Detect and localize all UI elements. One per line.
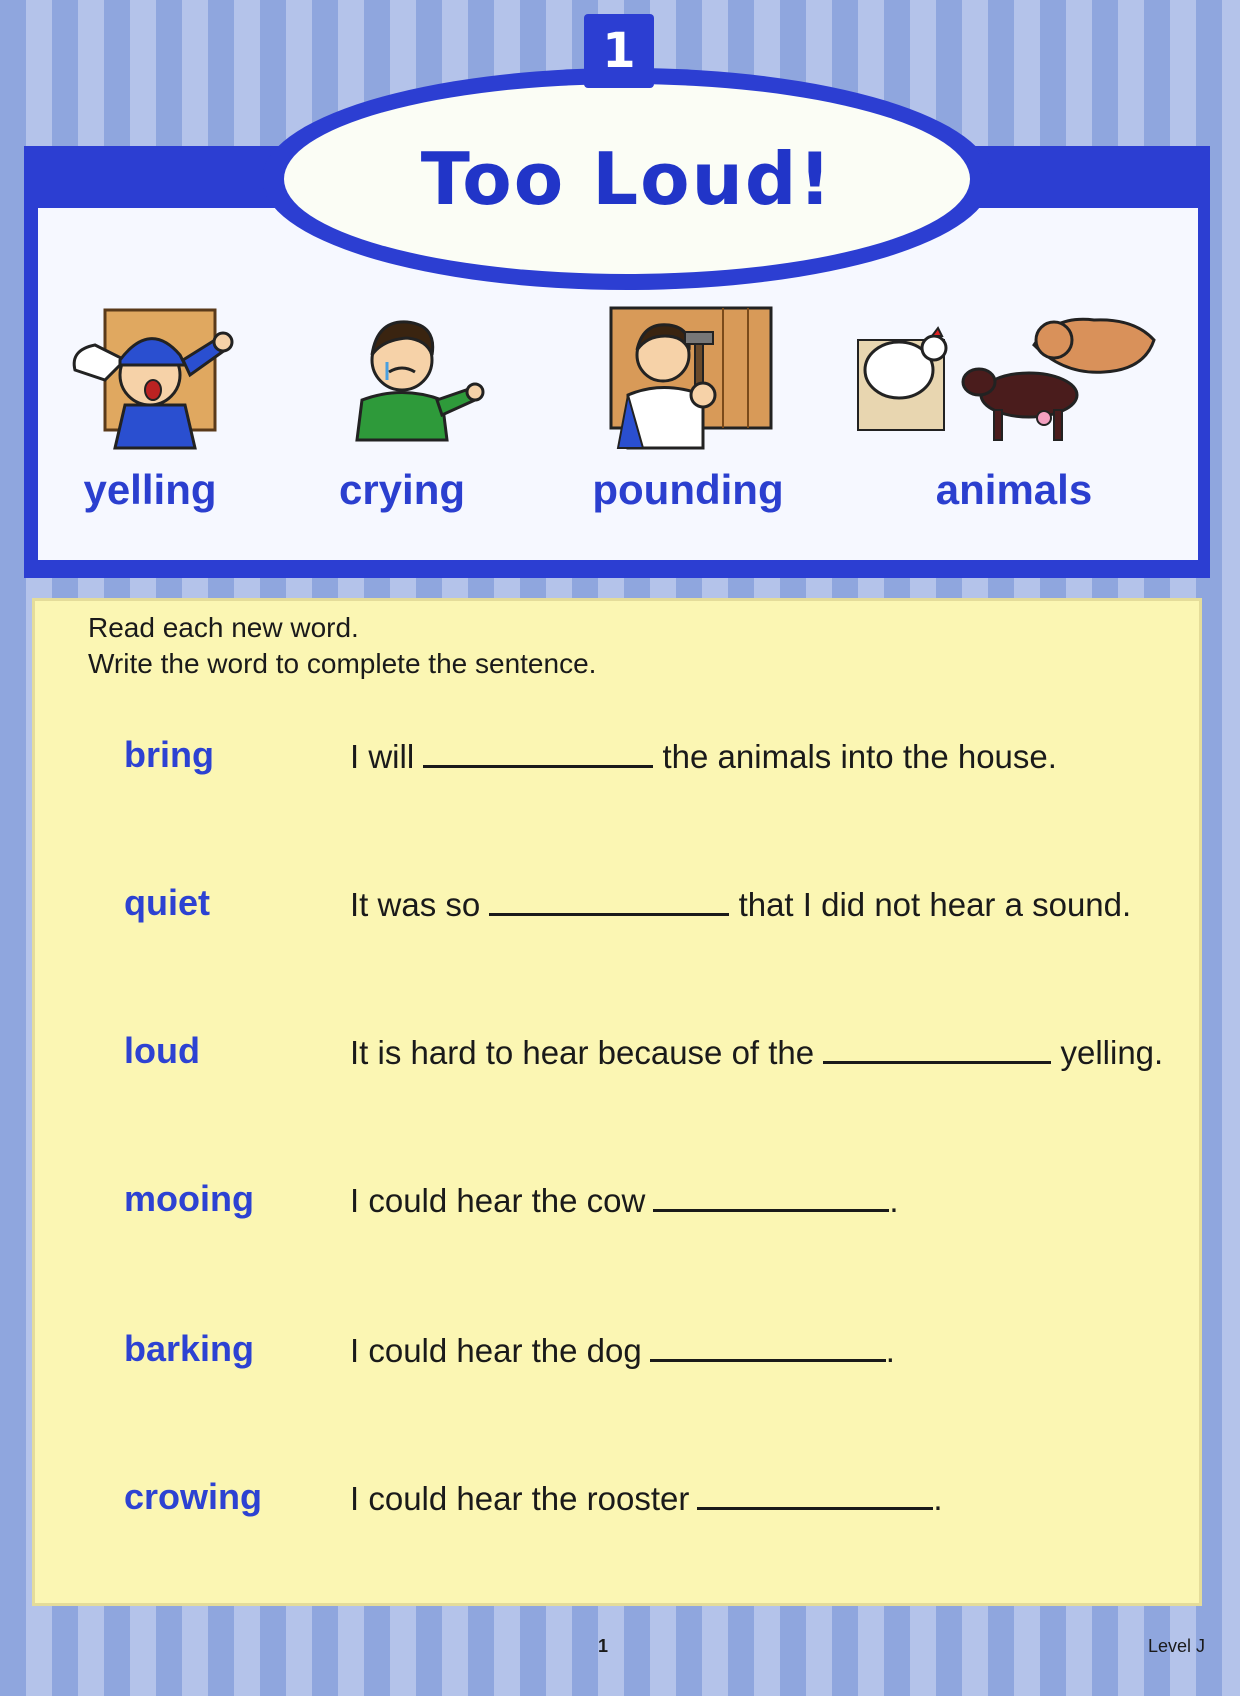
- vocab-word: bring: [124, 734, 214, 775]
- exercise-sentence: [350, 886, 1131, 924]
- crying-boy-icon: [317, 300, 487, 450]
- picture-word-animals: [844, 300, 1184, 530]
- sentence-before: I could hear the dog: [350, 1332, 642, 1369]
- answer-blank[interactable]: [650, 1336, 886, 1362]
- vocab-word: quiet: [124, 882, 210, 923]
- pounding-man-icon: [603, 300, 773, 450]
- sentence-after: .: [885, 1332, 895, 1369]
- vocab-word: mooing: [124, 1178, 254, 1219]
- level-label: Level J: [1148, 1636, 1206, 1656]
- page-number: 1: [598, 1636, 609, 1656]
- sentence-after: .: [889, 1182, 899, 1219]
- farm-animals-icon: [854, 300, 1174, 450]
- answer-blank[interactable]: [697, 1484, 933, 1510]
- vocab-word: loud: [124, 1030, 200, 1071]
- exercise-sentence: [350, 1182, 899, 1220]
- sentence-after: yelling.: [1060, 1034, 1164, 1071]
- exercise-sentence: [350, 1480, 943, 1518]
- sentence-before: I could hear the cow: [350, 1182, 646, 1219]
- picture-word-label: crying: [338, 466, 466, 513]
- picture-word-yelling: [30, 300, 270, 530]
- picture-word-label: pounding: [592, 466, 784, 513]
- sentence-before: It is hard to hear because of the: [350, 1034, 815, 1071]
- vocab-word: crowing: [124, 1476, 263, 1517]
- picture-word-crying: [282, 300, 522, 530]
- exercise-sentence: [350, 1034, 1163, 1072]
- sentence-before: It was so: [350, 886, 481, 923]
- sentence-after: the animals into the house.: [662, 738, 1057, 775]
- title-oval: [284, 84, 970, 274]
- answer-blank[interactable]: [423, 742, 653, 768]
- exercise-sentence: [350, 738, 1057, 776]
- sentence-before: I could hear the rooster: [350, 1480, 690, 1517]
- page-title: Too Loud!: [420, 137, 834, 221]
- picture-word-pounding: [568, 300, 808, 530]
- sentence-after: .: [933, 1480, 943, 1517]
- picture-word-label: animals: [935, 466, 1093, 513]
- sentence-after: that I did not hear a sound.: [738, 886, 1132, 923]
- lesson-number-tab: [584, 14, 654, 88]
- answer-blank[interactable]: [489, 890, 729, 916]
- answer-blank[interactable]: [823, 1038, 1051, 1064]
- lesson-number: 1: [602, 23, 636, 79]
- instruction-line: Read each new word.: [88, 612, 359, 643]
- sentence-before: I will: [350, 738, 415, 775]
- answer-blank[interactable]: [653, 1186, 889, 1212]
- exercise-sentence: [350, 1332, 895, 1370]
- instruction-line: Write the word to complete the sentence.: [88, 648, 597, 679]
- vocab-word: barking: [124, 1328, 255, 1369]
- picture-word-label: yelling: [83, 466, 217, 513]
- worksheet-panel: [32, 598, 1202, 1606]
- yelling-boy-icon: [65, 300, 235, 450]
